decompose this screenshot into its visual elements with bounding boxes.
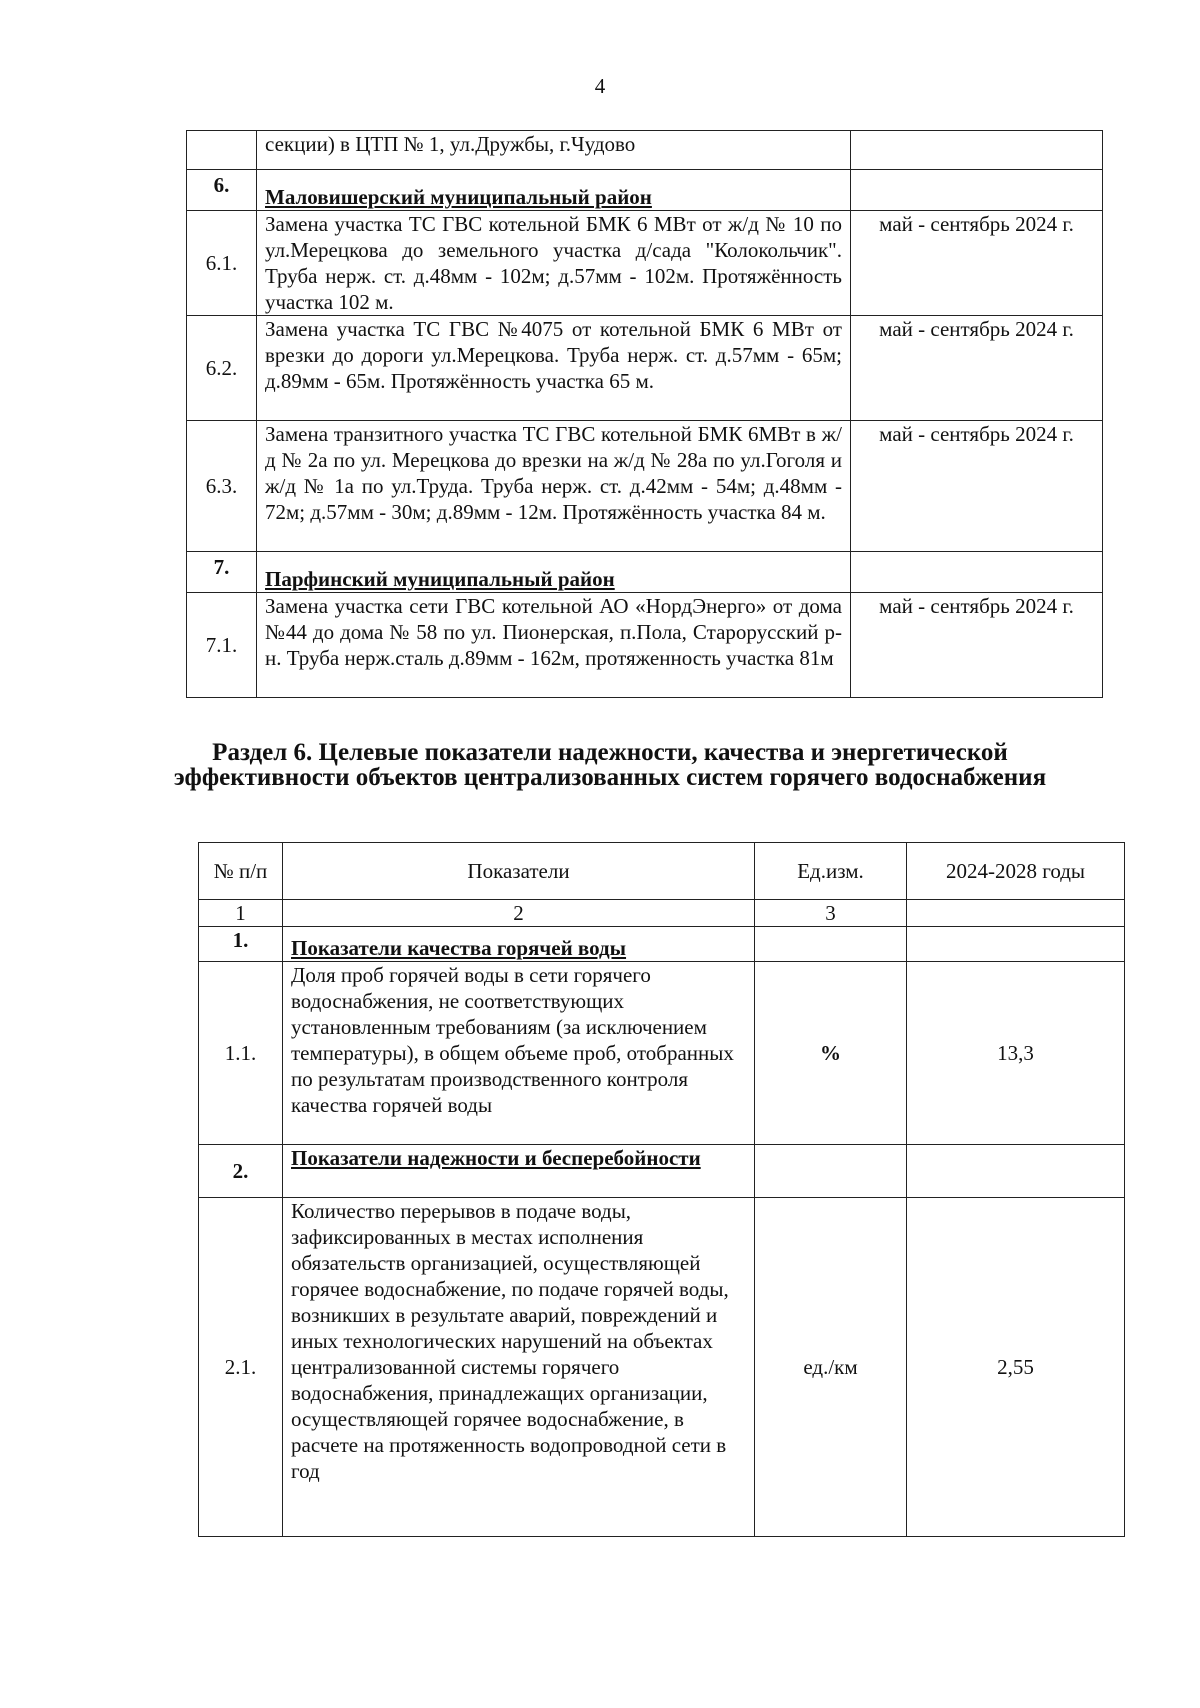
section-title: Маловишерский муниципальный район: [257, 170, 851, 211]
table-section-row: [187, 552, 1103, 593]
row-number: 7.1.: [187, 593, 257, 698]
works-table: [186, 130, 1103, 698]
work-period: май - сентябрь 2024 г.: [851, 211, 1103, 316]
table-row: [187, 131, 1103, 170]
indicator-text: Доля проб горячей воды в сети горячего водоснабжения, не соответствующих установленным требованиям (за исключением температуры), в общем объеме проб, отобранных по результатам производственного контроля качества горячей воды: [283, 962, 755, 1145]
unit-value: %: [755, 962, 907, 1145]
work-period: [851, 131, 1103, 170]
section-title: Парфинский муниципальный район: [257, 552, 851, 593]
indicators-table: [198, 842, 1125, 1537]
header-indicators: Показатели: [283, 843, 755, 900]
column-numbers-row: [199, 900, 1125, 927]
section-title: Показатели надежности и бесперебойности: [283, 1145, 755, 1198]
table-row: [199, 962, 1125, 1145]
table-row: [187, 316, 1103, 421]
row-number: 2.1.: [199, 1198, 283, 1537]
unit-value: [755, 1145, 907, 1198]
row-number: 6.2.: [187, 316, 257, 421]
target-value: 13,3: [907, 962, 1125, 1145]
target-value: [907, 1145, 1125, 1198]
unit-value: ед./км: [755, 1198, 907, 1537]
column-number: 2: [283, 900, 755, 927]
work-description: Замена участка ТС ГВС №4075 от котельной БМК 6 МВт от врезки до дороги ул.Мерецкова. Труба нерж. ст. д.57мм - 65м; д.89мм - 65м. Протяжённость участка 65 м.: [257, 316, 851, 421]
section-number: 6.: [187, 170, 257, 211]
section-heading: Раздел 6. Целевые показатели надежности, качества и энергетической эффективности объектов централизованных систем горячего водоснабжения: [173, 739, 1047, 791]
row-number: 1.1.: [199, 962, 283, 1145]
header-unit: Ед.изм.: [755, 843, 907, 900]
target-value: 2,55: [907, 1198, 1125, 1537]
column-number: [907, 900, 1125, 927]
column-number: 3: [755, 900, 907, 927]
work-description: Замена транзитного участка ТС ГВС котельной БМК 6МВт в ж/д № 2а по ул. Мерецкова до врезки на ж/д № 28а по ул.Гоголя и ж/д № 1а по ул.Труда. Труба нерж. ст. д.42мм - 54м; д.48мм - 72м; д.57мм - 30м; д.89мм - 12м. Протяжённость участка 84 м.: [257, 421, 851, 552]
page-number: 4: [594, 74, 606, 98]
row-number: 6.3.: [187, 421, 257, 552]
work-period: май - сентябрь 2024 г.: [851, 593, 1103, 698]
work-period: [851, 170, 1103, 211]
work-period: май - сентябрь 2024 г.: [851, 316, 1103, 421]
section-title: Показатели качества горячей воды: [283, 927, 755, 962]
work-period: май - сентябрь 2024 г.: [851, 421, 1103, 552]
work-description: Замена участка ТС ГВС котельной БМК 6 МВт от ж/д № 10 по ул.Мерецкова до земельного участка д/сада "Колокольчик". Труба нерж. ст. д.48мм - 102м; д.57мм - 102м. Протяжённость участка 102 м.: [257, 211, 851, 316]
target-value: [907, 927, 1125, 962]
table-header-row: [199, 843, 1125, 900]
section-number: 7.: [187, 552, 257, 593]
unit-value: [755, 927, 907, 962]
work-description: Замена участка сети ГВС котельной АО «НордЭнерго» от дома №44 до дома № 58 по ул. Пионерская, п.Пола, Старорусский р-н. Труба нерж.сталь д.89мм - 162м, протяженность участка 81м: [257, 593, 851, 698]
indicator-text: Количество перерывов в подаче воды, зафиксированных в местах исполнения обязательств организацией, осуществляющей горячее водоснабжение, по подаче горячей воды, возникших в результате аварий, повреждений и иных технологических нарушений на объектах централизованной системы горячего водоснабжения, принадлежащих организации, осуществляющей горячее водоснабжение, в расчете на протяженность водопроводной сети в год: [283, 1198, 755, 1537]
section-number: 1.: [199, 927, 283, 962]
table-row: [187, 593, 1103, 698]
table-section-row: [199, 1145, 1125, 1198]
row-number: [187, 131, 257, 170]
column-number: 1: [199, 900, 283, 927]
table-section-row: [187, 170, 1103, 211]
row-number: 6.1.: [187, 211, 257, 316]
table-row: [187, 421, 1103, 552]
header-number: № п/п: [199, 843, 283, 900]
work-description: секции) в ЦТП № 1, ул.Дружбы, г.Чудово: [257, 131, 851, 170]
table-row: [187, 211, 1103, 316]
table-row: [199, 1198, 1125, 1537]
section-number: 2.: [199, 1145, 283, 1198]
header-years: 2024-2028 годы: [907, 843, 1125, 900]
table-section-row: [199, 927, 1125, 962]
work-period: [851, 552, 1103, 593]
